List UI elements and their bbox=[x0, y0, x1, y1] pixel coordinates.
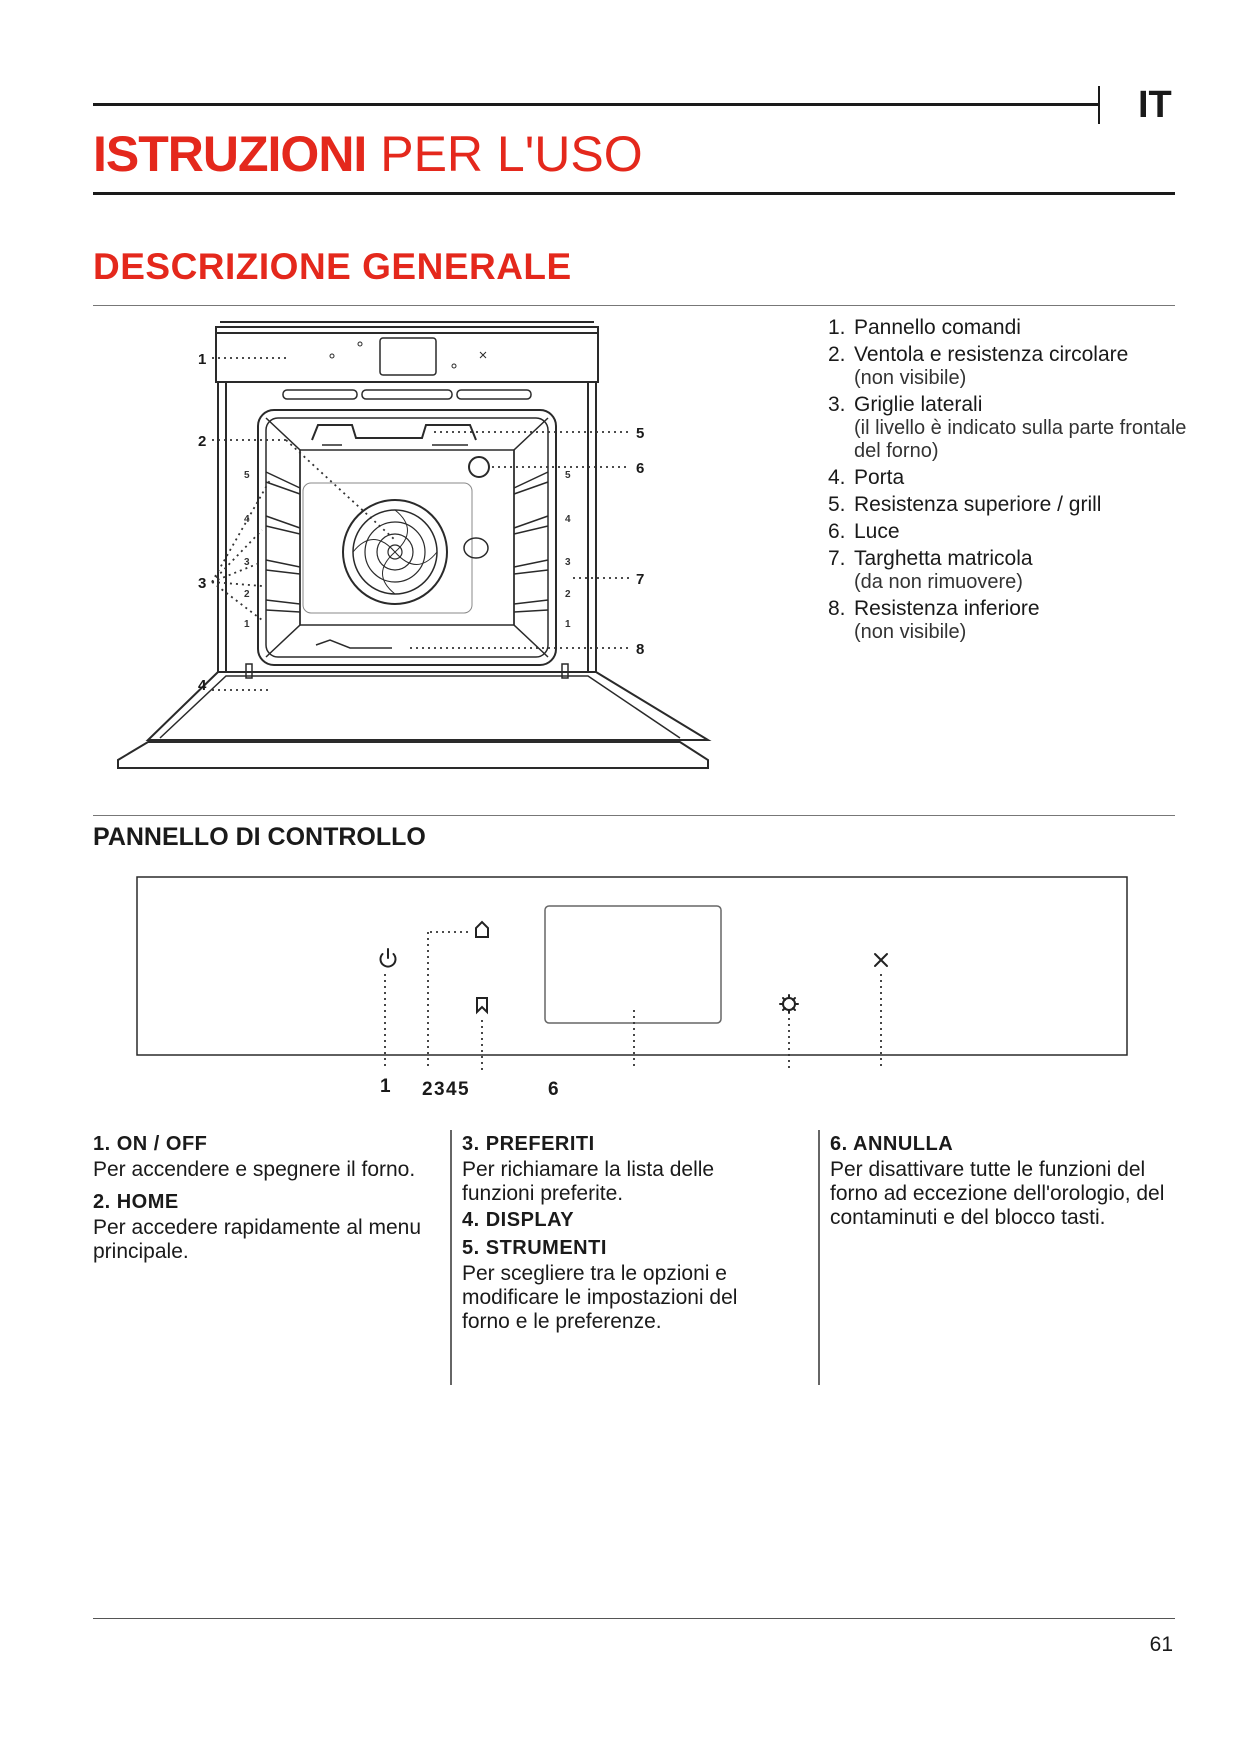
legend-num: 3. bbox=[828, 393, 846, 416]
legend-label: Resistenza inferiore (non visibile) bbox=[854, 597, 1040, 643]
callout-5: 5 bbox=[636, 425, 645, 442]
desc-label-on-off: 1. ON / OFF bbox=[93, 1133, 208, 1155]
legend-num: 4. bbox=[828, 466, 846, 489]
legend-num: 8. bbox=[828, 597, 846, 620]
level-mark-right-1: 1 bbox=[565, 619, 571, 630]
panel-callout-3: 3 bbox=[434, 1079, 445, 1100]
page-number: 61 bbox=[1149, 1633, 1173, 1656]
legend-item bbox=[828, 316, 1208, 340]
legend-num: 5. bbox=[828, 493, 846, 516]
desc-text-preferiti: Per richiamare la lista delle funzioni preferite. bbox=[462, 1158, 715, 1205]
legend-item bbox=[828, 493, 1208, 517]
panel-callout-4: 4 bbox=[446, 1079, 457, 1100]
legend-item bbox=[828, 520, 1208, 544]
desc-label-display: 4. DISPLAY bbox=[462, 1209, 575, 1231]
legend-item bbox=[828, 547, 1208, 594]
description-col-3 bbox=[830, 1132, 1175, 1238]
column-separator bbox=[818, 1130, 820, 1385]
legend-note: (da non rimuovere) bbox=[854, 571, 1023, 593]
legend-note: (non visibile) bbox=[854, 621, 967, 643]
section-title-general: DESCRIZIONE GENERALE bbox=[93, 246, 572, 287]
level-mark-right-2: 2 bbox=[565, 589, 571, 600]
panel-callout-1: 1 bbox=[380, 1076, 391, 1097]
legend-label: Porta bbox=[854, 466, 905, 489]
legend-item bbox=[828, 343, 1208, 390]
control-panel-diagram bbox=[0, 860, 1241, 1100]
legend-note: (il livello è indicato sulla parte frontale del forno) bbox=[854, 417, 1187, 462]
legend-num: 6. bbox=[828, 520, 846, 543]
desc-text-on-off: Per accendere e spegnere il forno. bbox=[93, 1158, 416, 1181]
legend-num: 2. bbox=[828, 343, 846, 366]
desc-text-annulla: Per disattivare tutte le funzioni del forno ad eccezione dell'orologio, del contaminuti e del blocco tasti. bbox=[830, 1158, 1165, 1229]
panel-callout-2: 2 bbox=[422, 1079, 433, 1100]
legend-item bbox=[828, 597, 1208, 644]
legend-item bbox=[828, 466, 1208, 490]
title-bold: ISTRUZIONI bbox=[93, 126, 367, 182]
component-legend bbox=[828, 316, 1208, 647]
callout-1: 1 bbox=[198, 351, 207, 368]
callout-3: 3 bbox=[198, 575, 207, 592]
legend-label: Resistenza superiore / grill bbox=[854, 493, 1102, 516]
language-code: IT bbox=[1138, 84, 1172, 126]
callout-6: 6 bbox=[636, 460, 645, 477]
section-title-panel: PANNELLO DI CONTROLLO bbox=[93, 823, 426, 851]
legend-item bbox=[828, 393, 1208, 463]
level-mark-left-2: 2 bbox=[244, 589, 250, 600]
level-mark-left-3: 3 bbox=[244, 557, 250, 568]
footer-rule bbox=[93, 1618, 1175, 1619]
desc-text-strumenti: Per scegliere tra le opzioni e modificare le impostazioni del forno e le preferenze. bbox=[462, 1262, 738, 1333]
legend-label: Griglie laterali (il livello è indicato sulla parte frontale del forno) bbox=[854, 393, 1208, 463]
desc-label-strumenti: 5. STRUMENTI bbox=[462, 1237, 607, 1259]
legend-label: Pannello comandi bbox=[854, 316, 1021, 339]
level-mark-left-5: 5 bbox=[244, 470, 250, 481]
title-rest: PER L'USO bbox=[380, 126, 643, 182]
legend-label: Luce bbox=[854, 520, 900, 543]
legend-note: (non visibile) bbox=[854, 367, 967, 389]
description-col-2 bbox=[462, 1132, 782, 1342]
legend-num: 7. bbox=[828, 547, 846, 570]
callout-7: 7 bbox=[636, 571, 645, 588]
desc-text-home: Per accedere rapidamente al menu principale. bbox=[93, 1216, 422, 1263]
desc-label-home: 2. HOME bbox=[93, 1191, 179, 1213]
level-mark-right-3: 3 bbox=[565, 557, 571, 568]
panel-callout-5: 5 bbox=[458, 1079, 469, 1100]
desc-label-preferiti: 3. PREFERITI bbox=[462, 1133, 595, 1155]
level-mark-right-4: 4 bbox=[565, 514, 571, 525]
level-mark-left-1: 1 bbox=[244, 619, 250, 630]
callout-4: 4 bbox=[198, 677, 207, 694]
callout-2: 2 bbox=[198, 433, 207, 450]
legend-label: Ventola e resistenza circolare (non visibile) bbox=[854, 343, 1129, 389]
panel-callout-6: 6 bbox=[548, 1079, 559, 1100]
section-rule-panel bbox=[93, 815, 1175, 816]
legend-label: Targhetta matricola (da non rimuovere) bbox=[854, 547, 1033, 593]
level-mark-right-5: 5 bbox=[565, 470, 571, 481]
callout-8: 8 bbox=[636, 641, 645, 658]
column-separator bbox=[450, 1130, 452, 1385]
legend-num: 1. bbox=[828, 316, 846, 339]
desc-label-annulla: 6. ANNULLA bbox=[830, 1133, 954, 1155]
level-mark-left-4: 4 bbox=[244, 514, 250, 525]
description-col-1 bbox=[93, 1132, 438, 1272]
